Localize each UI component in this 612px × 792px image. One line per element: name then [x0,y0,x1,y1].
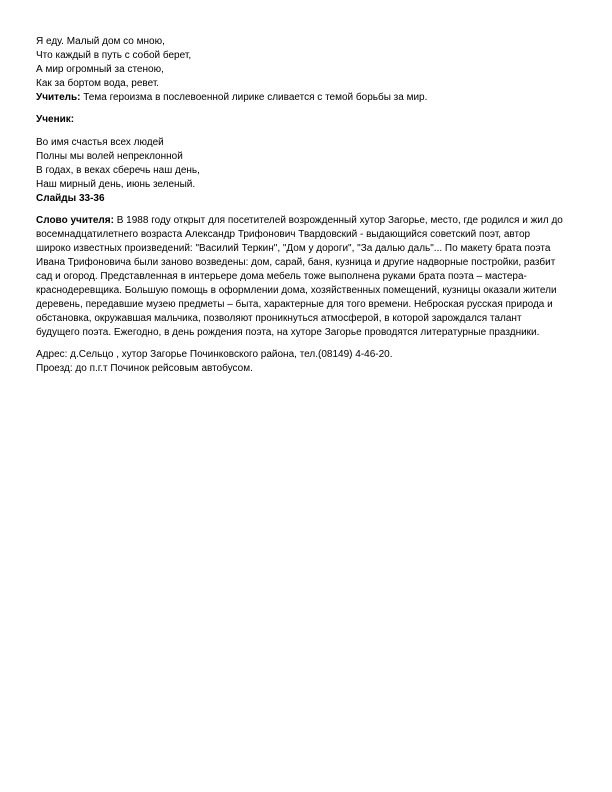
document-page [36,35,581,376]
paragraph-line: краснодеревщика. Большую помощь в оформлении дома, хозяйственных помещений, кузницы оказали жители [36,285,557,296]
poem-line: Наш мирный день, июнь зеленый. [36,179,196,190]
poem-line: А мир огромный за стеною, [36,64,164,75]
directions-line: Проезд: до п.г.т Починок рейсовым автобусом. [36,363,253,374]
poem-line: Что каждый в путь с собой берет, [36,50,192,61]
paragraph-line: широко известных произведений: "Василий Теркин", "Дом у дороги", "За далью даль"... По макету брата поэта [36,243,551,254]
poem-stanza-2 [36,136,581,192]
teacher-remark [36,91,581,105]
poem-line: В годах, в веках сберечь наш день, [36,165,200,176]
paragraph-line: Ивана Трифоновича были заново возведены: дом, сарай, баня, кузница и другие надворные постройки, разбит [36,257,556,268]
address-block [36,348,581,376]
slides-label: Слайды 33-36 [36,193,105,204]
paragraph-line: будущего поэта. Ежегодно, в день рождения поэта, на хуторе Загорье проводятся литературные праздники. [36,327,540,338]
remark-text: Тема героизма в послевоенной лирике сливается с темой борьбы за мир. [80,92,428,103]
poem-line: Я еду. Малый дом со мною, [36,36,165,47]
poem-line: Полны мы волей непреклонной [36,151,183,162]
address-line: Адрес: д.Сельцо , хутор Загорье Починковского района, тел.(08149) 4-46-20. [36,349,393,360]
student-label: Ученик: [36,114,75,125]
paragraph-line [36,214,581,228]
teacher-word-paragraph [36,214,581,340]
speaker-label: Слово учителя: [36,215,114,226]
poem-line: Как за бортом вода, ревет. [36,78,160,89]
poem-stanza-1 [36,35,581,91]
paragraph-line: обстановка, окружавшая мальчика, позволяют проникнуться атмосферой, в которой зарождался талант [36,313,522,324]
speaker-label: Учитель: [36,92,81,103]
poem-line: Во имя счастья всех людей [36,137,164,148]
paragraph-line: восемнадцатилетнего возраста Александр Трифонович Твардовский - выдающийся советский поэт, автор [36,229,531,240]
paragraph-line: деревень, передавшие музею предметы – быта, характерные для того времени. Неброская русская природа и [36,299,553,310]
paragraph-line: сад и огород. Представленная в интерьере дома мебель тоже выполнена руками брата поэта – мастера- [36,271,527,282]
paragraph-text: В 1988 году открыт для посетителей возрожденный хутор Загорье, место, где родился и жил до [113,215,563,226]
